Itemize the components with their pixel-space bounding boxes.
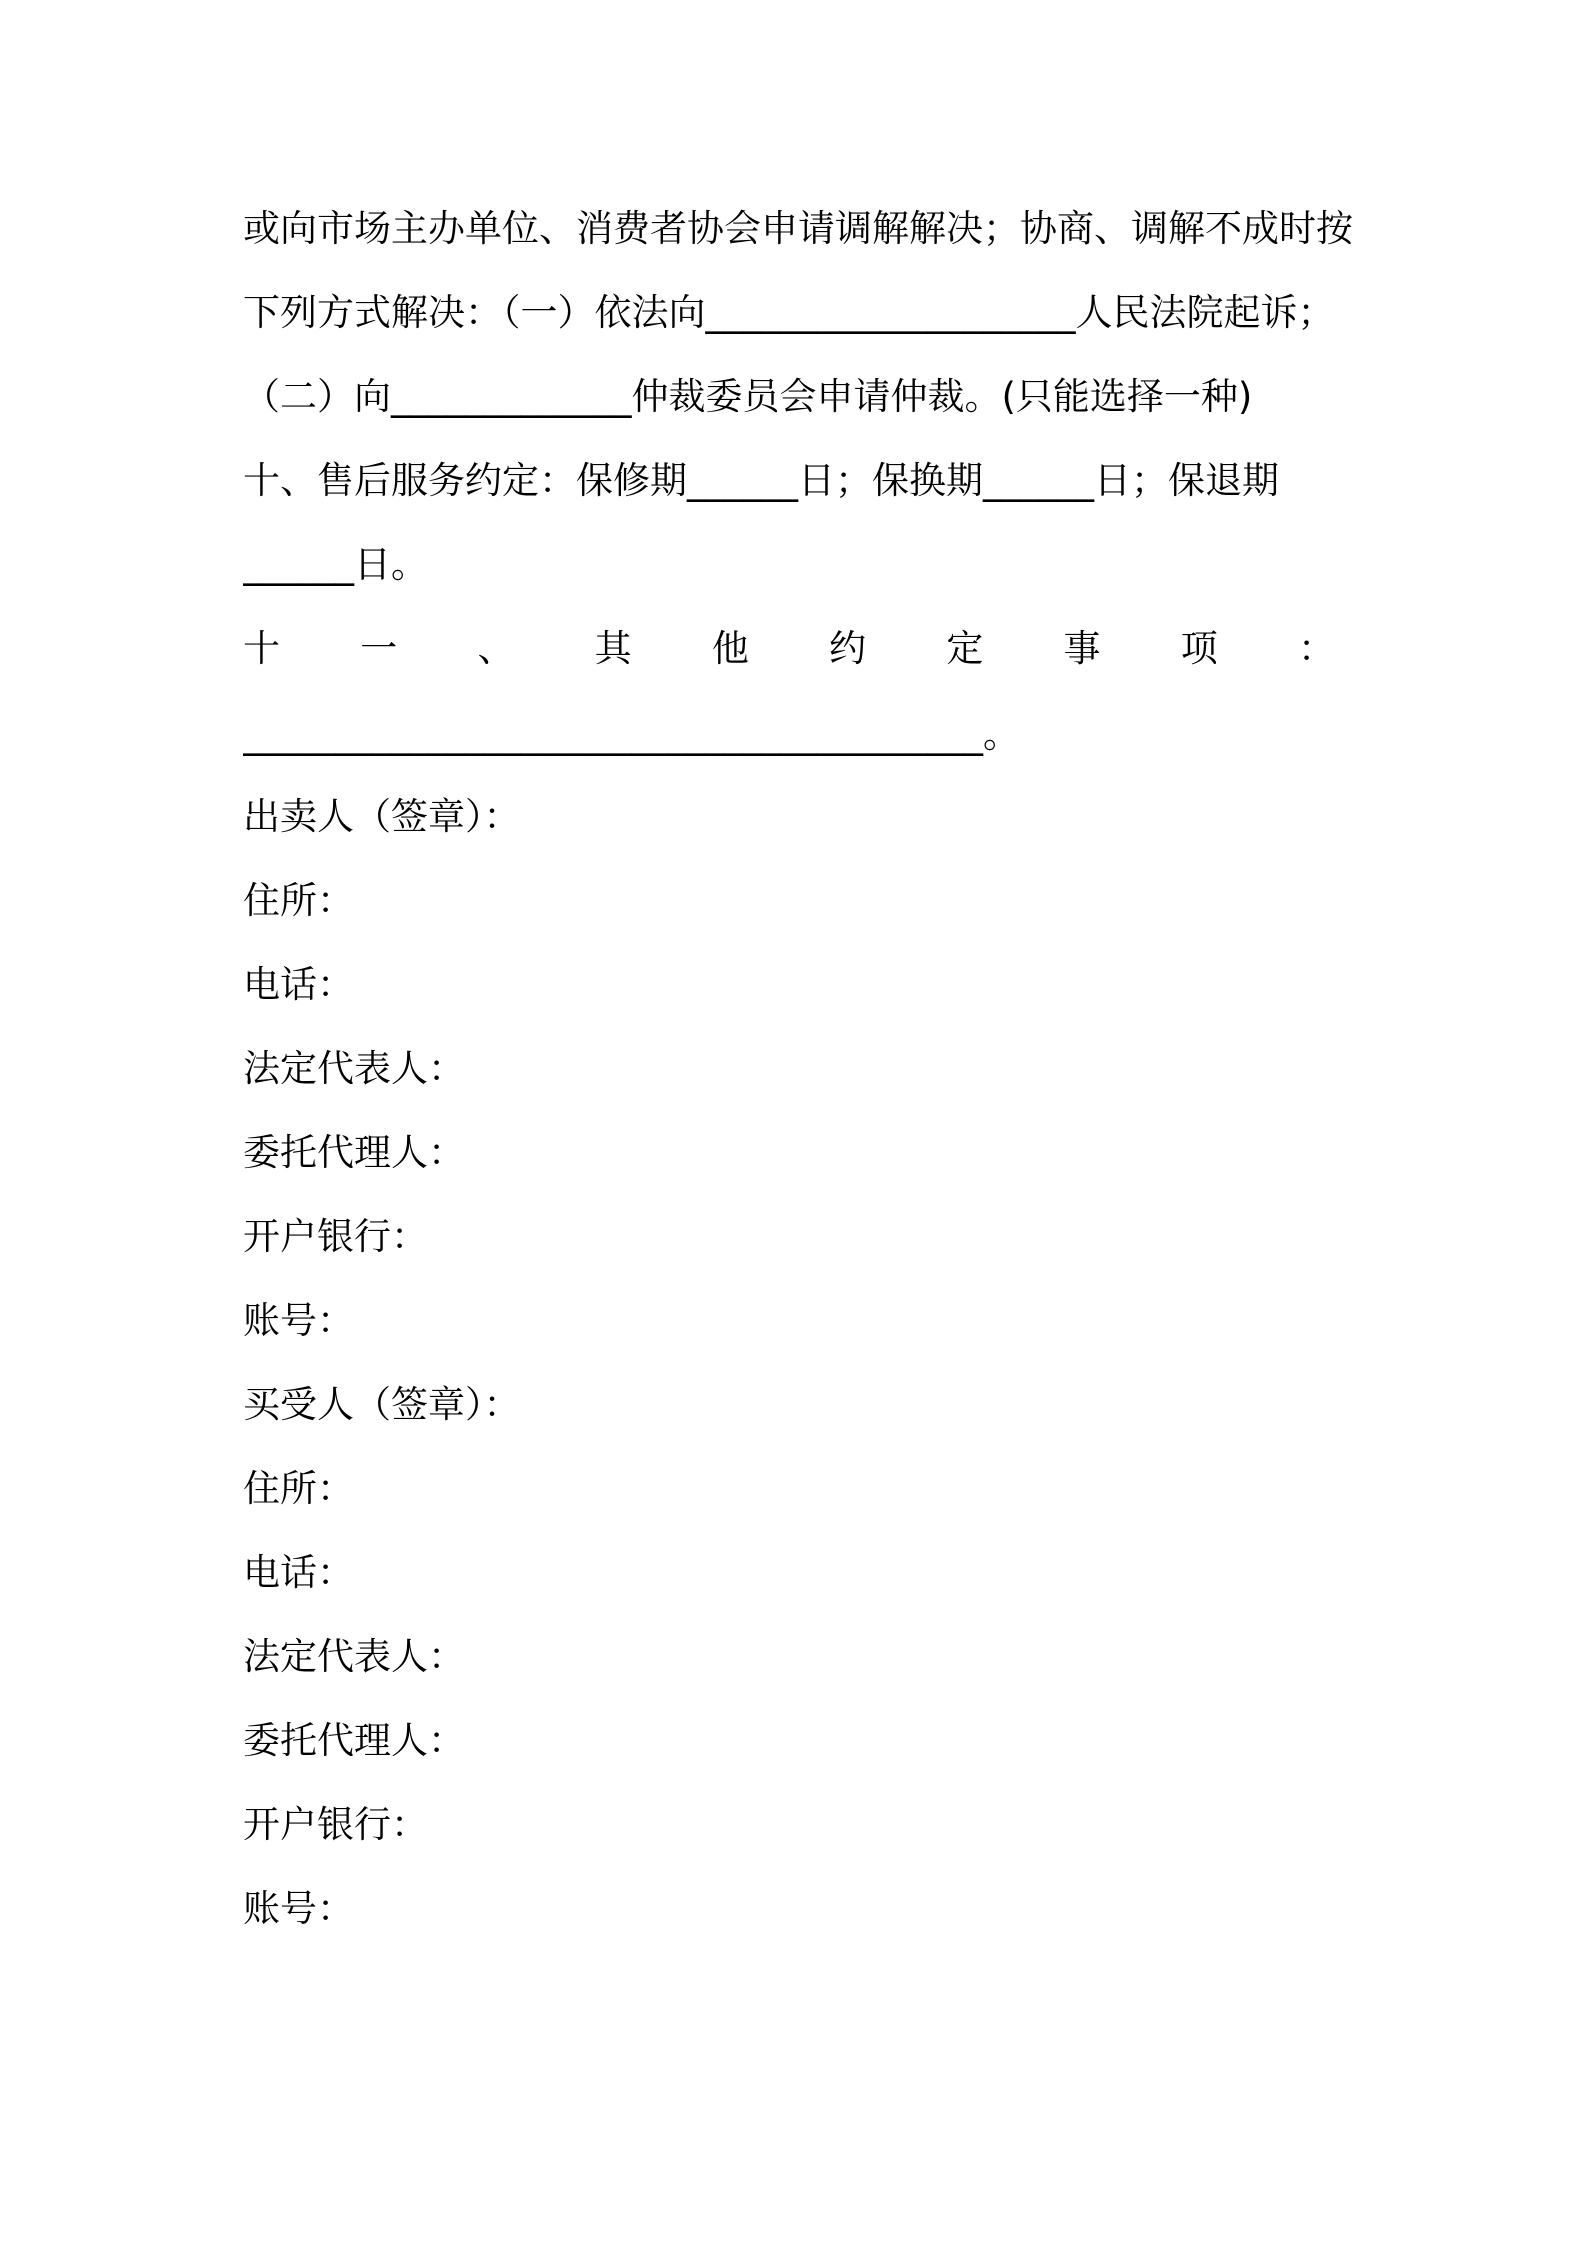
section-eleven-char: 事: [1063, 627, 1101, 670]
section-eleven-char: ：: [1297, 627, 1335, 670]
section-eleven-char: 、: [477, 627, 515, 670]
section-eleven-char: 他: [711, 627, 749, 670]
dispute-clause-line-3: （二）向_____________仲裁委员会申请仲裁。(只能选择一种): [243, 375, 1253, 418]
section-eleven-char: 约: [829, 627, 867, 670]
seller-bank-label: 开户银行：: [243, 1215, 428, 1258]
buyer-signature-label: 买受人（签章）：: [243, 1383, 521, 1426]
seller-legal-rep-label: 法定代表人：: [243, 1047, 465, 1090]
after-sales-clause-line-2: ______日。: [243, 543, 428, 586]
section-eleven-char: 项: [1180, 627, 1218, 670]
section-eleven-char: 十: [243, 627, 280, 670]
seller-address-label: 住所：: [243, 879, 354, 922]
seller-phone-label: 电话：: [243, 963, 354, 1006]
section-eleven-char: 一: [360, 627, 398, 670]
dispute-clause-line-2: 下列方式解决：（一）依法向____________________人民法院起诉；: [243, 291, 1335, 334]
section-eleven-heading: [243, 626, 1335, 672]
after-sales-clause-line-1: 十、售后服务约定：保修期______日；保换期______日；保退期: [243, 459, 1279, 502]
dispute-clause-line-1: 或向市场主办单位、消费者协会申请调解解决；协商、调解不成时按: [243, 207, 1353, 250]
section-eleven-char: 其: [594, 627, 632, 670]
buyer-bank-label: 开户银行：: [243, 1803, 428, 1846]
section-eleven-blank: ________________________________________。: [243, 713, 1020, 756]
seller-signature-label: 出卖人（签章）：: [243, 795, 521, 838]
buyer-address-label: 住所：: [243, 1467, 354, 1510]
buyer-agent-label: 委托代理人：: [243, 1719, 465, 1762]
seller-agent-label: 委托代理人：: [243, 1131, 465, 1174]
section-eleven-char: 定: [946, 627, 984, 670]
buyer-legal-rep-label: 法定代表人：: [243, 1635, 465, 1678]
buyer-account-label: 账号：: [243, 1887, 354, 1930]
seller-account-label: 账号：: [243, 1299, 354, 1342]
buyer-phone-label: 电话：: [243, 1551, 354, 1594]
